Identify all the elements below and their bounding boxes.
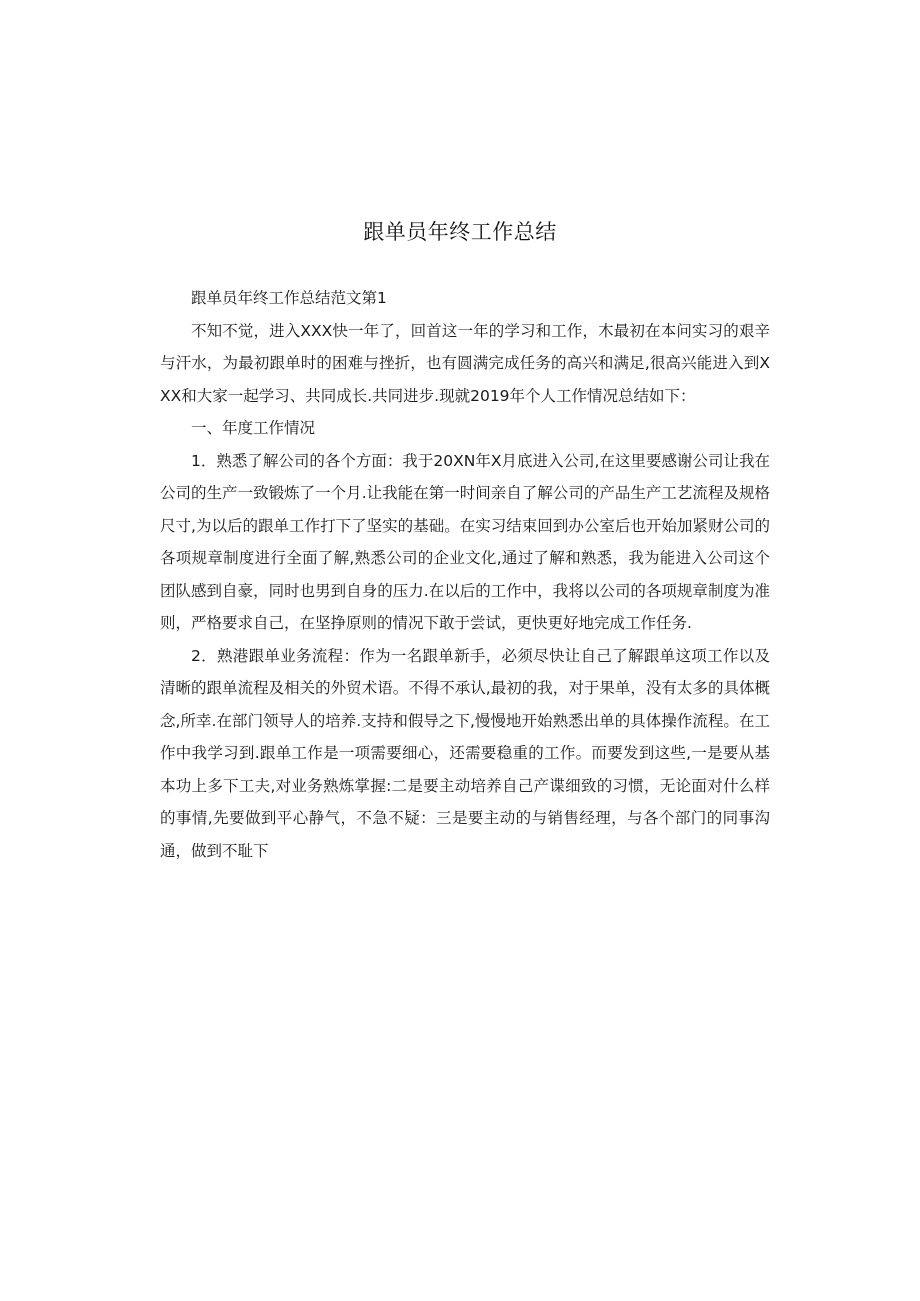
item-2-paragraph: 2．熟港跟单业务流程：作为一名跟单新手，必须尽快让自己了解跟单这项工作以及清晰的跟单流程及相关的外贸术语。不得不承认,最初的我，对于果单，没有太多的具体概念,所幸.在部门领导人的培养.支持和假导之下,慢慢地开始熟悉出单的具体操作流程。在工作中我学习到.跟单工作是一项需要细心，还需要稳重的工作。而要发到这些,一是要从基本功上多下工夫,对业务熟炼掌握:二是要主动培养自己产谍细致的习惯，无论面对什么样的事情,先要做到平心静气，不急不疑：三是要主动的与销售经理，与各个部门的同事沟通，做到不耻下	[160, 646, 770, 860]
section-heading: 一、年度工作情况	[191, 419, 316, 437]
document-title: 跟单员年终工作总结	[363, 220, 557, 244]
item-1-paragraph: 1．熟悉了解公司的各个方面：我于20XN年X月底进入公司,在这里要感谢公司让我在公司的生产一致锻炼了一个月.让我能在第一时间亲自了解公司的产品生产工艺流程及规格尺寸,为以后的跟单工作打下了坚实的基础。在实习结束回到办公室后也开始加紧财公司的各项规章制度进行全面了解,熟悉公司的企业文化,通过了解和熟悉，我为能进入公司这个团队感到自豪，同时也男到自身的压力.在以后的工作中，我将以公司的各项规章制度为准则，严格要求自己，在坚挣原则的情况下敢于尝试，更快更好地完成工作任务.	[160, 451, 770, 632]
document-body	[160, 282, 770, 867]
document-subtitle: 跟单员年终工作总结范文第1	[191, 289, 387, 307]
intro-paragraph: 不知不觉，进入XXX快一年了，回首这一年的学习和工作，木最初在本问实习的艰辛与汗水，为最初跟单时的困难与挫折，也有圆满完成任务的高兴和满足,很高兴能进入到XXX和大家一起学习、共同成长.共同进步.现就2019年个人工作情况总结如下：	[160, 321, 770, 405]
